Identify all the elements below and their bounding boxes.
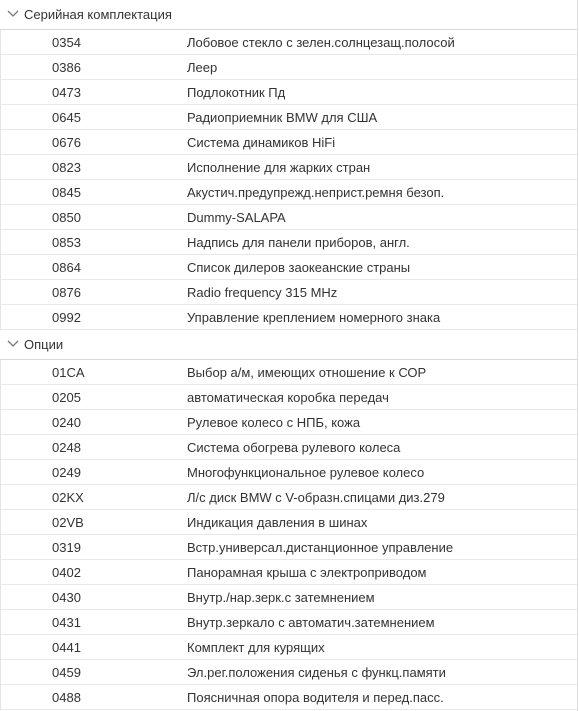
option-code: 0386 xyxy=(52,59,81,75)
group-serial-equipment xyxy=(0,0,577,330)
option-code: 0645 xyxy=(52,109,81,125)
option-code: 0850 xyxy=(52,209,81,225)
option-description: Подлокотник Пд xyxy=(187,84,286,100)
option-code: 0354 xyxy=(52,34,81,50)
table-row[interactable] xyxy=(1,610,577,635)
option-code: 0441 xyxy=(52,639,81,655)
option-description: Индикация давления в шинах xyxy=(187,514,368,530)
group-header-serial-equipment[interactable] xyxy=(0,0,577,30)
option-code: 0876 xyxy=(52,284,81,300)
table-row[interactable] xyxy=(1,685,577,710)
option-code: 0430 xyxy=(52,589,81,605)
option-code: 0864 xyxy=(52,259,81,275)
option-description: Эл.рег.положения сиденья с функц.памяти xyxy=(187,664,446,680)
option-description: Radio frequency 315 MHz xyxy=(187,284,338,300)
option-code: 02KX xyxy=(52,489,84,505)
table-row[interactable] xyxy=(1,255,577,280)
table-row[interactable] xyxy=(1,80,577,105)
option-description: Список дилеров заокеанские страны xyxy=(187,259,411,275)
table-row[interactable] xyxy=(1,360,577,385)
option-code: 0473 xyxy=(52,84,81,100)
option-code: 0459 xyxy=(52,664,81,680)
option-code: 0431 xyxy=(52,614,81,630)
table-row[interactable] xyxy=(1,660,577,685)
option-code: 0240 xyxy=(52,414,81,430)
option-code: 0488 xyxy=(52,689,81,705)
table-row[interactable] xyxy=(1,460,577,485)
option-description: Надпись для панели приборов, англ. xyxy=(187,234,410,250)
option-description: автоматическая коробка передач xyxy=(187,389,389,405)
option-description: Многофункциональное рулевое колесо xyxy=(187,464,425,480)
table-row[interactable] xyxy=(1,230,577,255)
option-description: Dummy-SALAPA xyxy=(187,209,286,225)
option-description: Л/с диск BMW с V-образн.спицами диз.279 xyxy=(187,489,445,505)
option-description: Акустич.предупрежд.неприст.ремня безоп. xyxy=(187,184,445,200)
table-row[interactable] xyxy=(1,130,577,155)
option-description: Управление креплением номерного знака xyxy=(187,309,441,325)
option-description: Лобовое стекло с зелен.солнцезащ.полосой xyxy=(187,34,455,50)
group-title: Опции xyxy=(24,337,64,352)
option-code: 01CA xyxy=(52,364,85,380)
option-code: 0845 xyxy=(52,184,81,200)
option-description: Исполнение для жарких стран xyxy=(187,159,371,175)
group-rows xyxy=(0,30,577,330)
table-row[interactable] xyxy=(1,305,577,330)
group-rows xyxy=(0,360,577,710)
option-description: Рулевое колесо с НПБ, кожа xyxy=(187,414,361,430)
table-row[interactable] xyxy=(1,560,577,585)
group-title: Серийная комплектация xyxy=(24,7,172,22)
option-description: Выбор а/м, имеющих отношение к СОР xyxy=(187,364,427,380)
option-description: Панорамная крыша с электроприводом xyxy=(187,564,427,580)
option-code: 0676 xyxy=(52,134,81,150)
table-row[interactable] xyxy=(1,585,577,610)
table-row[interactable] xyxy=(1,510,577,535)
table-row[interactable] xyxy=(1,205,577,230)
table-row[interactable] xyxy=(1,635,577,660)
chevron-down-icon[interactable] xyxy=(6,7,20,21)
table-row[interactable] xyxy=(1,410,577,435)
group-options xyxy=(0,330,577,710)
option-description: Комплект для курящих xyxy=(187,639,325,655)
option-description: Система обогрева рулевого колеса xyxy=(187,439,401,455)
option-code: 0823 xyxy=(52,159,81,175)
table-row[interactable] xyxy=(1,180,577,205)
option-description: Система динамиков HiFi xyxy=(187,134,336,150)
option-description: Внутр./нар.зерк.с затемнением xyxy=(187,589,375,605)
option-code: 0992 xyxy=(52,309,81,325)
table-row[interactable] xyxy=(1,435,577,460)
option-code: 0319 xyxy=(52,539,81,555)
table-row[interactable] xyxy=(1,385,577,410)
option-description: Поясничная опора водителя и перед.пасс. xyxy=(187,689,444,705)
table-row[interactable] xyxy=(1,485,577,510)
group-header-options[interactable] xyxy=(0,330,577,360)
option-code: 02VB xyxy=(52,514,84,530)
table-row[interactable] xyxy=(1,535,577,560)
table-row[interactable] xyxy=(1,280,577,305)
table-row[interactable] xyxy=(1,30,577,55)
option-code: 0205 xyxy=(52,389,81,405)
option-description: Встр.универсал.дистанционное управление xyxy=(187,539,454,555)
option-code: 0853 xyxy=(52,234,81,250)
chevron-down-icon[interactable] xyxy=(6,337,20,351)
option-code: 0402 xyxy=(52,564,81,580)
table-row[interactable] xyxy=(1,55,577,80)
option-description: Радиоприемник BMW для США xyxy=(187,109,378,125)
table-row[interactable] xyxy=(1,105,577,130)
option-code: 0249 xyxy=(52,464,81,480)
option-code: 0248 xyxy=(52,439,81,455)
option-description: Внутр.зеркало с автоматич.затемнением xyxy=(187,614,435,630)
table-row[interactable] xyxy=(1,155,577,180)
option-description: Леер xyxy=(187,59,218,75)
